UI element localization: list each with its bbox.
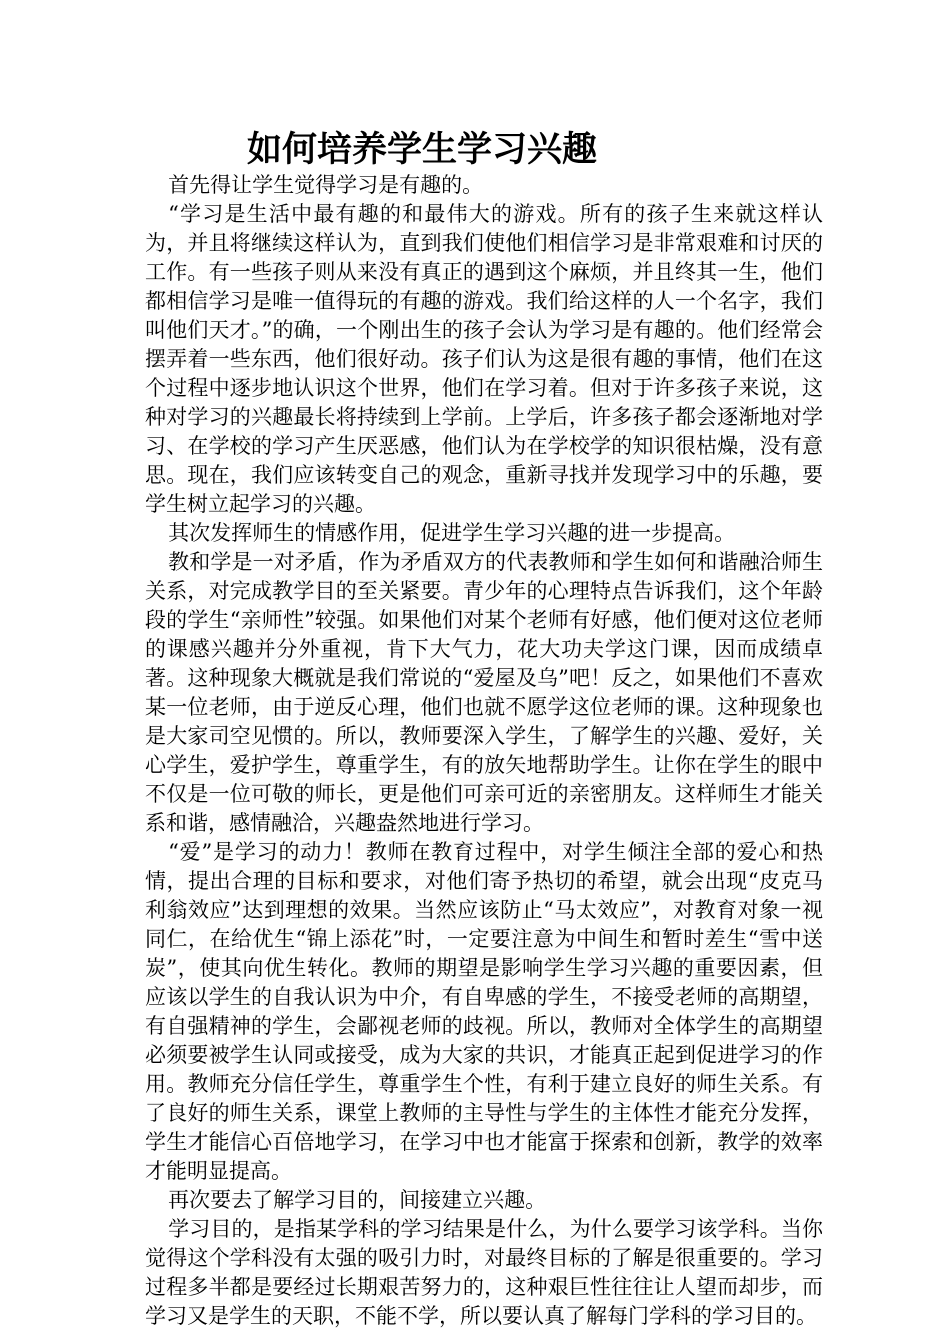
paragraph: 首先得让学生觉得学习是有趣的。 [168, 173, 484, 197]
paragraph: 学习目的，是指某学科的学习结果是什么，为什么要学习该学科。当你觉得这个学科没有太强的吸引力时，对最终目标的了解是很重要的。学习过程多半都是要经过长期艰苦努力的，这种艰巨性往往让人望而却步，而学习又是学生的天职，不能不学，所以要认真了解每门学科的学习目的。 [145, 1217, 823, 1328]
paragraph: “学习是生活中最有趣的和最伟大的游戏。所有的孩子生来就这样认为，并且将继续这样认为，直到我们使他们相信学习是非常艰难和讨厌的工作。有一些孩子则从来没有真正的遇到这个麻烦，并且终其一生，他们都相信学习是唯一值得玩的有趣的游戏。我们给这样的人一个名字，我们叫他们天才。”的确，一个刚出生的孩子会认为学习是有趣的。他们经常会摆弄着一些东西，他们很好动。孩子们认为这是很有趣的事情，他们在这个过程中逐步地认识这个世界，他们在学习着。但对于许多孩子来说，这种对学习的兴趣最长将持续到上学前。上学后，许多孩子都会逐渐地对学习、在学校的学习产生厌恶感，他们认为在学校学的知识很枯燥，没有意思。现在，我们应该转变自己的观念，重新寻找并发现学习中的乐趣，要学生树立起学习的兴趣。 [145, 202, 823, 516]
paragraph: 教和学是一对矛盾，作为矛盾双方的代表教师和学生如何和谐融洽师生关系，对完成教学目的至关紧要。青少年的心理特点告诉我们，这个年龄段的学生“亲师性”较强。如果他们对某个老师有好感，他们便对这位老师的课感兴趣并分外重视，肯下大气力，花大功夫学这门课，因而成绩卓著。这种现象大概就是我们常说的“爱屋及乌”吧！反之，如果他们不喜欢某一位老师，由于逆反心理，他们也就不愿学这位老师的课。这种现象也是大家司空见惯的。所以，教师要深入学生，了解学生的兴趣、爱好，关心学生，爱护学生，尊重学生，有的放矢地帮助学生。让你在学生的眼中不仅是一位可敬的师长，更是他们可亲可近的亲密朋友。这样师生才能关系和谐，感情融洽，兴趣盎然地进行学习。 [145, 550, 823, 835]
paragraph: 再次要去了解学习目的，间接建立兴趣。 [168, 1188, 547, 1212]
document-title: 如何培养学生学习兴趣 [247, 129, 598, 170]
document-body [145, 171, 823, 1331]
paragraph: 其次发挥师生的情感作用，促进学生学习兴趣的进一步提高。 [168, 521, 736, 545]
paragraph: “爱”是学习的动力！教师在教育过程中，对学生倾注全部的爱心和热情，提出合理的目标和要求，对他们寄予热切的希望，就会出现“皮克马利翁效应”达到理想的效果。当然应该防止“马太效应”，对教育对象一视同仁，在给优生“锦上添花”时，一定要注意为中间生和暂时差生“雪中送炭”，使其向优生转化。教师的期望是影响学生学习兴趣的重要因素，但应该以学生的自我认识为中介，有自卑感的学生，不接受老师的高期望，有自强精神的学生，会鄙视老师的歧视。所以，教师对全体学生的高期望必须要被学生认同或接受，成为大家的共识，才能真正起到促进学习的作用。教师充分信任学生，尊重学生个性，有利于建立良好的师生关系。有了良好的师生关系，课堂上教师的主导性与学生的主体性才能充分发挥，学生才能信心百倍地学习，在学习中也才能富于探索和创新，教学的效率才能明显提高。 [145, 840, 823, 1183]
